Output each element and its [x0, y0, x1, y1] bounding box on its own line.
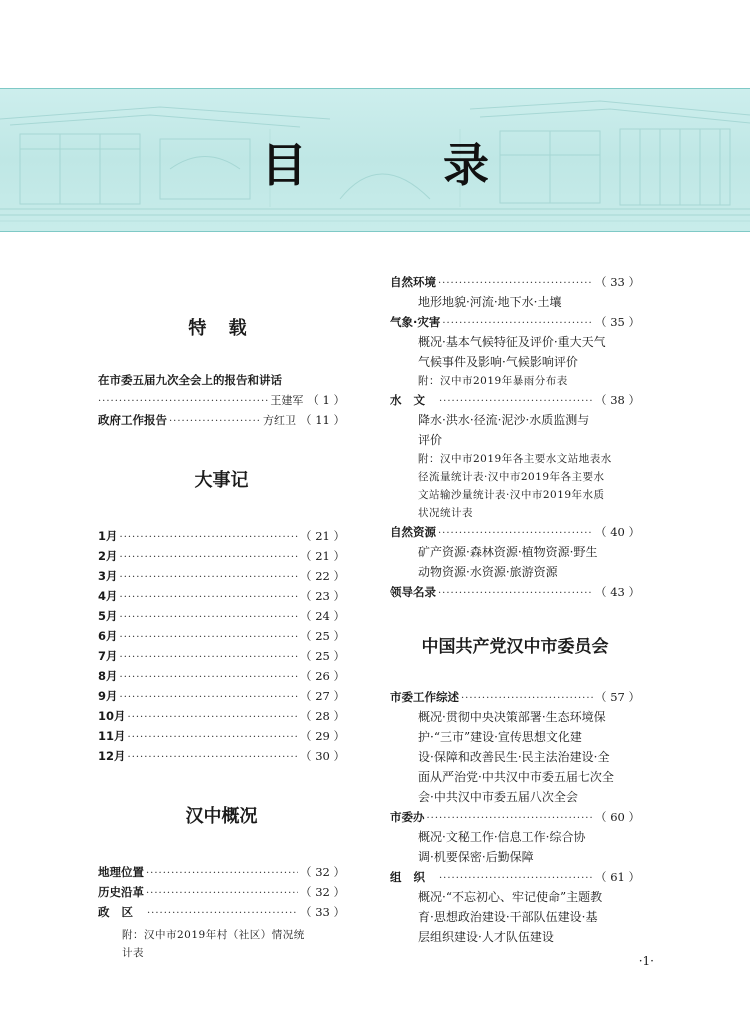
toc-page: （ 32 ）	[300, 885, 345, 899]
dot-leader	[120, 528, 299, 548]
toc-note: 计表	[122, 947, 144, 959]
toc-entry-label: 政府工作报告	[98, 413, 167, 427]
toc-entry-label: 12月	[98, 749, 126, 763]
dot-leader	[128, 748, 299, 768]
section-title: 大事记	[194, 470, 249, 491]
committee-entries	[390, 687, 640, 947]
toc-entry-label: 自然资源	[390, 525, 436, 539]
dot-leader	[461, 689, 593, 709]
dot-leader	[147, 904, 298, 924]
toc-subtopic: 设·保障和改善民生·民主法治建设·全	[418, 750, 610, 764]
toc-left-column	[98, 272, 345, 962]
toc-subtopic: 评价	[418, 433, 443, 447]
toc-entry[interactable]	[98, 566, 345, 586]
toc-subtopic: 育·思想政治建设·干部队伍建设·基	[418, 910, 598, 924]
toc-subtopic: 动物资源·水资源·旅游资源	[418, 565, 558, 579]
toc-entry-label: 气象·灾害	[390, 315, 441, 329]
toc-entry-label: 水文	[390, 393, 437, 407]
toc-entry-label: 11月	[98, 729, 126, 743]
toc-page: （ 43 ）	[595, 585, 640, 599]
toc-entry[interactable]	[98, 726, 345, 746]
toc-entry-label: 历史沿革	[98, 885, 144, 899]
dot-leader	[120, 668, 299, 688]
dot-leader	[120, 568, 299, 588]
page-number: ·1·	[638, 954, 654, 968]
toc-page: （ 26 ）	[300, 669, 345, 683]
toc-author: 方红卫	[263, 414, 297, 427]
toc-subtopic: 气候事件及影响·气候影响评价	[418, 355, 578, 369]
toc-entry[interactable]	[98, 626, 345, 646]
header-banner	[0, 88, 750, 232]
toc-page: （ 32 ）	[300, 865, 345, 879]
toc-entry[interactable]	[390, 390, 640, 410]
toc-page: （ 33 ）	[595, 275, 640, 289]
toc-page: （ 25 ）	[300, 629, 345, 643]
dot-leader	[438, 524, 593, 544]
dot-leader	[120, 628, 299, 648]
toc-entry-label: 组织	[390, 870, 437, 884]
toc-entry-label: 市委工作综述	[390, 690, 459, 704]
toc-subtopic: 护·“三市”建设·宣传思想文化建	[418, 730, 582, 744]
toc-entry[interactable]	[390, 687, 640, 707]
dot-leader	[427, 809, 594, 829]
toc-entry[interactable]	[98, 686, 345, 706]
section-title: 特 载	[188, 318, 255, 339]
toc-entry-label: 领导名录	[390, 585, 436, 599]
dot-leader	[128, 728, 299, 748]
toc-note: 附：汉中市2019年村（社区）情况统	[122, 929, 305, 941]
toc-page: （ 24 ）	[300, 609, 345, 623]
dot-leader	[120, 608, 299, 628]
toc-entry[interactable]	[98, 646, 345, 666]
toc-page: （ 30 ）	[300, 749, 345, 763]
toc-subtopic: 调·机要保密·后勤保障	[418, 850, 534, 864]
toc-page: （ 33 ）	[300, 905, 345, 919]
toc-entry-label: 7月	[98, 649, 118, 663]
toc-entry-label: 6月	[98, 629, 118, 643]
month-list	[98, 526, 345, 766]
toc-entry[interactable]	[98, 666, 345, 686]
toc-subtopic: 会·中共汉中市委五届八次全会	[418, 790, 578, 804]
toc-right-column	[390, 272, 640, 947]
toc-entry[interactable]	[390, 522, 640, 542]
dot-leader	[120, 588, 299, 608]
dot-leader	[439, 392, 593, 412]
dot-leader	[128, 708, 299, 728]
toc-entry-label: 自然环境	[390, 275, 436, 289]
toc-entry-label: 2月	[98, 549, 118, 563]
section-title: 汉中概况	[185, 806, 258, 827]
toc-page: （ 57 ）	[595, 690, 640, 704]
dot-leader	[169, 412, 261, 432]
dot-leader	[146, 884, 298, 904]
toc-page: （ 11 ）	[300, 413, 345, 427]
toc-entry-label[interactable]: 在市委五届九次全会上的报告和讲话	[98, 373, 282, 387]
toc-page: （ 29 ）	[300, 729, 345, 743]
toc-entry[interactable]	[98, 586, 345, 606]
toc-subtopic: 地形地貌·河流·地下水·土壤	[418, 295, 562, 309]
toc-page: （ 28 ）	[300, 709, 345, 723]
toc-page: （ 21 ）	[300, 529, 345, 543]
toc-entry-label: 9月	[98, 689, 118, 703]
toc-entry[interactable]	[98, 606, 345, 626]
toc-note: 附：汉中市2019年各主要水文站地表水	[418, 453, 612, 465]
toc-page: （ 27 ）	[300, 689, 345, 703]
toc-entry-label: 10月	[98, 709, 126, 723]
toc-page: （ 60 ）	[595, 810, 640, 824]
toc-subtopic: 面从严治党·中共汉中市委五届七次全	[418, 770, 614, 784]
toc-entry-label: 地理位置	[98, 865, 144, 879]
toc-entry[interactable]	[390, 807, 640, 827]
overview-list	[98, 862, 345, 922]
toc-page: （ 38 ）	[595, 393, 640, 407]
toc-entry[interactable]	[98, 546, 345, 566]
dot-leader	[120, 548, 299, 568]
dot-leader	[438, 584, 593, 604]
page-title: 目 录	[260, 138, 549, 192]
toc-page: （ 1 ）	[307, 393, 345, 407]
toc-entry-label: 市委办	[390, 810, 425, 824]
toc-entry[interactable]	[98, 902, 345, 922]
toc-subtopic: 概况·贯彻中央决策部署·生态环境保	[418, 710, 606, 724]
section-title: 中国共产党汉中市委员会	[421, 637, 609, 657]
toc-entry[interactable]	[390, 272, 640, 292]
toc-subtopic: 降水·洪水·径流·泥沙·水质监测与	[418, 413, 590, 427]
toc-note: 状况统计表	[418, 507, 473, 519]
toc-entry-label: 5月	[98, 609, 118, 623]
toc-note: 径流量统计表·汉中市2019年各主要水	[418, 471, 605, 483]
dot-leader	[442, 314, 593, 334]
toc-entry[interactable]	[390, 582, 640, 602]
toc-page: （ 21 ）	[300, 549, 345, 563]
toc-page: （ 35 ）	[595, 315, 640, 329]
toc-subtopic: 概况·“不忘初心、牢记使命”主题教	[418, 890, 603, 904]
toc-subtopic: 层组织建设·人才队伍建设	[418, 930, 554, 944]
toc-entry[interactable]	[98, 882, 345, 902]
toc-subtopic: 概况·文秘工作·信息工作·综合协	[418, 830, 586, 844]
toc-entry[interactable]	[98, 526, 345, 546]
toc-page: （ 40 ）	[595, 525, 640, 539]
toc-page: （ 23 ）	[300, 589, 345, 603]
nature-entries	[390, 272, 640, 602]
toc-entry[interactable]	[98, 746, 345, 766]
toc-entry[interactable]	[98, 410, 345, 430]
toc-page: （ 61 ）	[595, 870, 640, 884]
toc-subtopic: 矿产资源·森林资源·植物资源·野生	[418, 545, 598, 559]
toc-page: （ 22 ）	[300, 569, 345, 583]
toc-entry[interactable]	[390, 312, 640, 332]
toc-entry[interactable]	[98, 390, 345, 410]
dot-leader	[438, 274, 593, 294]
toc-subtopic: 概况·基本气候特征及评价·重大天气	[418, 335, 606, 349]
dot-leader	[146, 864, 298, 884]
toc-entry-label: 政区	[98, 905, 145, 919]
toc-note: 附：汉中市2019年暴雨分布表	[418, 375, 568, 387]
dot-leader	[98, 392, 268, 412]
toc-entry-label: 4月	[98, 589, 118, 603]
toc-page: （ 25 ）	[300, 649, 345, 663]
toc-entry-label: 3月	[98, 569, 118, 583]
dot-leader	[439, 869, 593, 889]
dot-leader	[120, 688, 299, 708]
dot-leader	[120, 648, 299, 668]
toc-entry[interactable]	[98, 862, 345, 882]
toc-entry[interactable]	[390, 867, 640, 887]
toc-author: 王建军	[270, 394, 304, 407]
toc-entry[interactable]	[98, 706, 345, 726]
toc-entry-label: 1月	[98, 529, 118, 543]
toc-entry-label: 8月	[98, 669, 118, 683]
toc-note: 文站输沙量统计表·汉中市2019年水质	[418, 489, 605, 501]
